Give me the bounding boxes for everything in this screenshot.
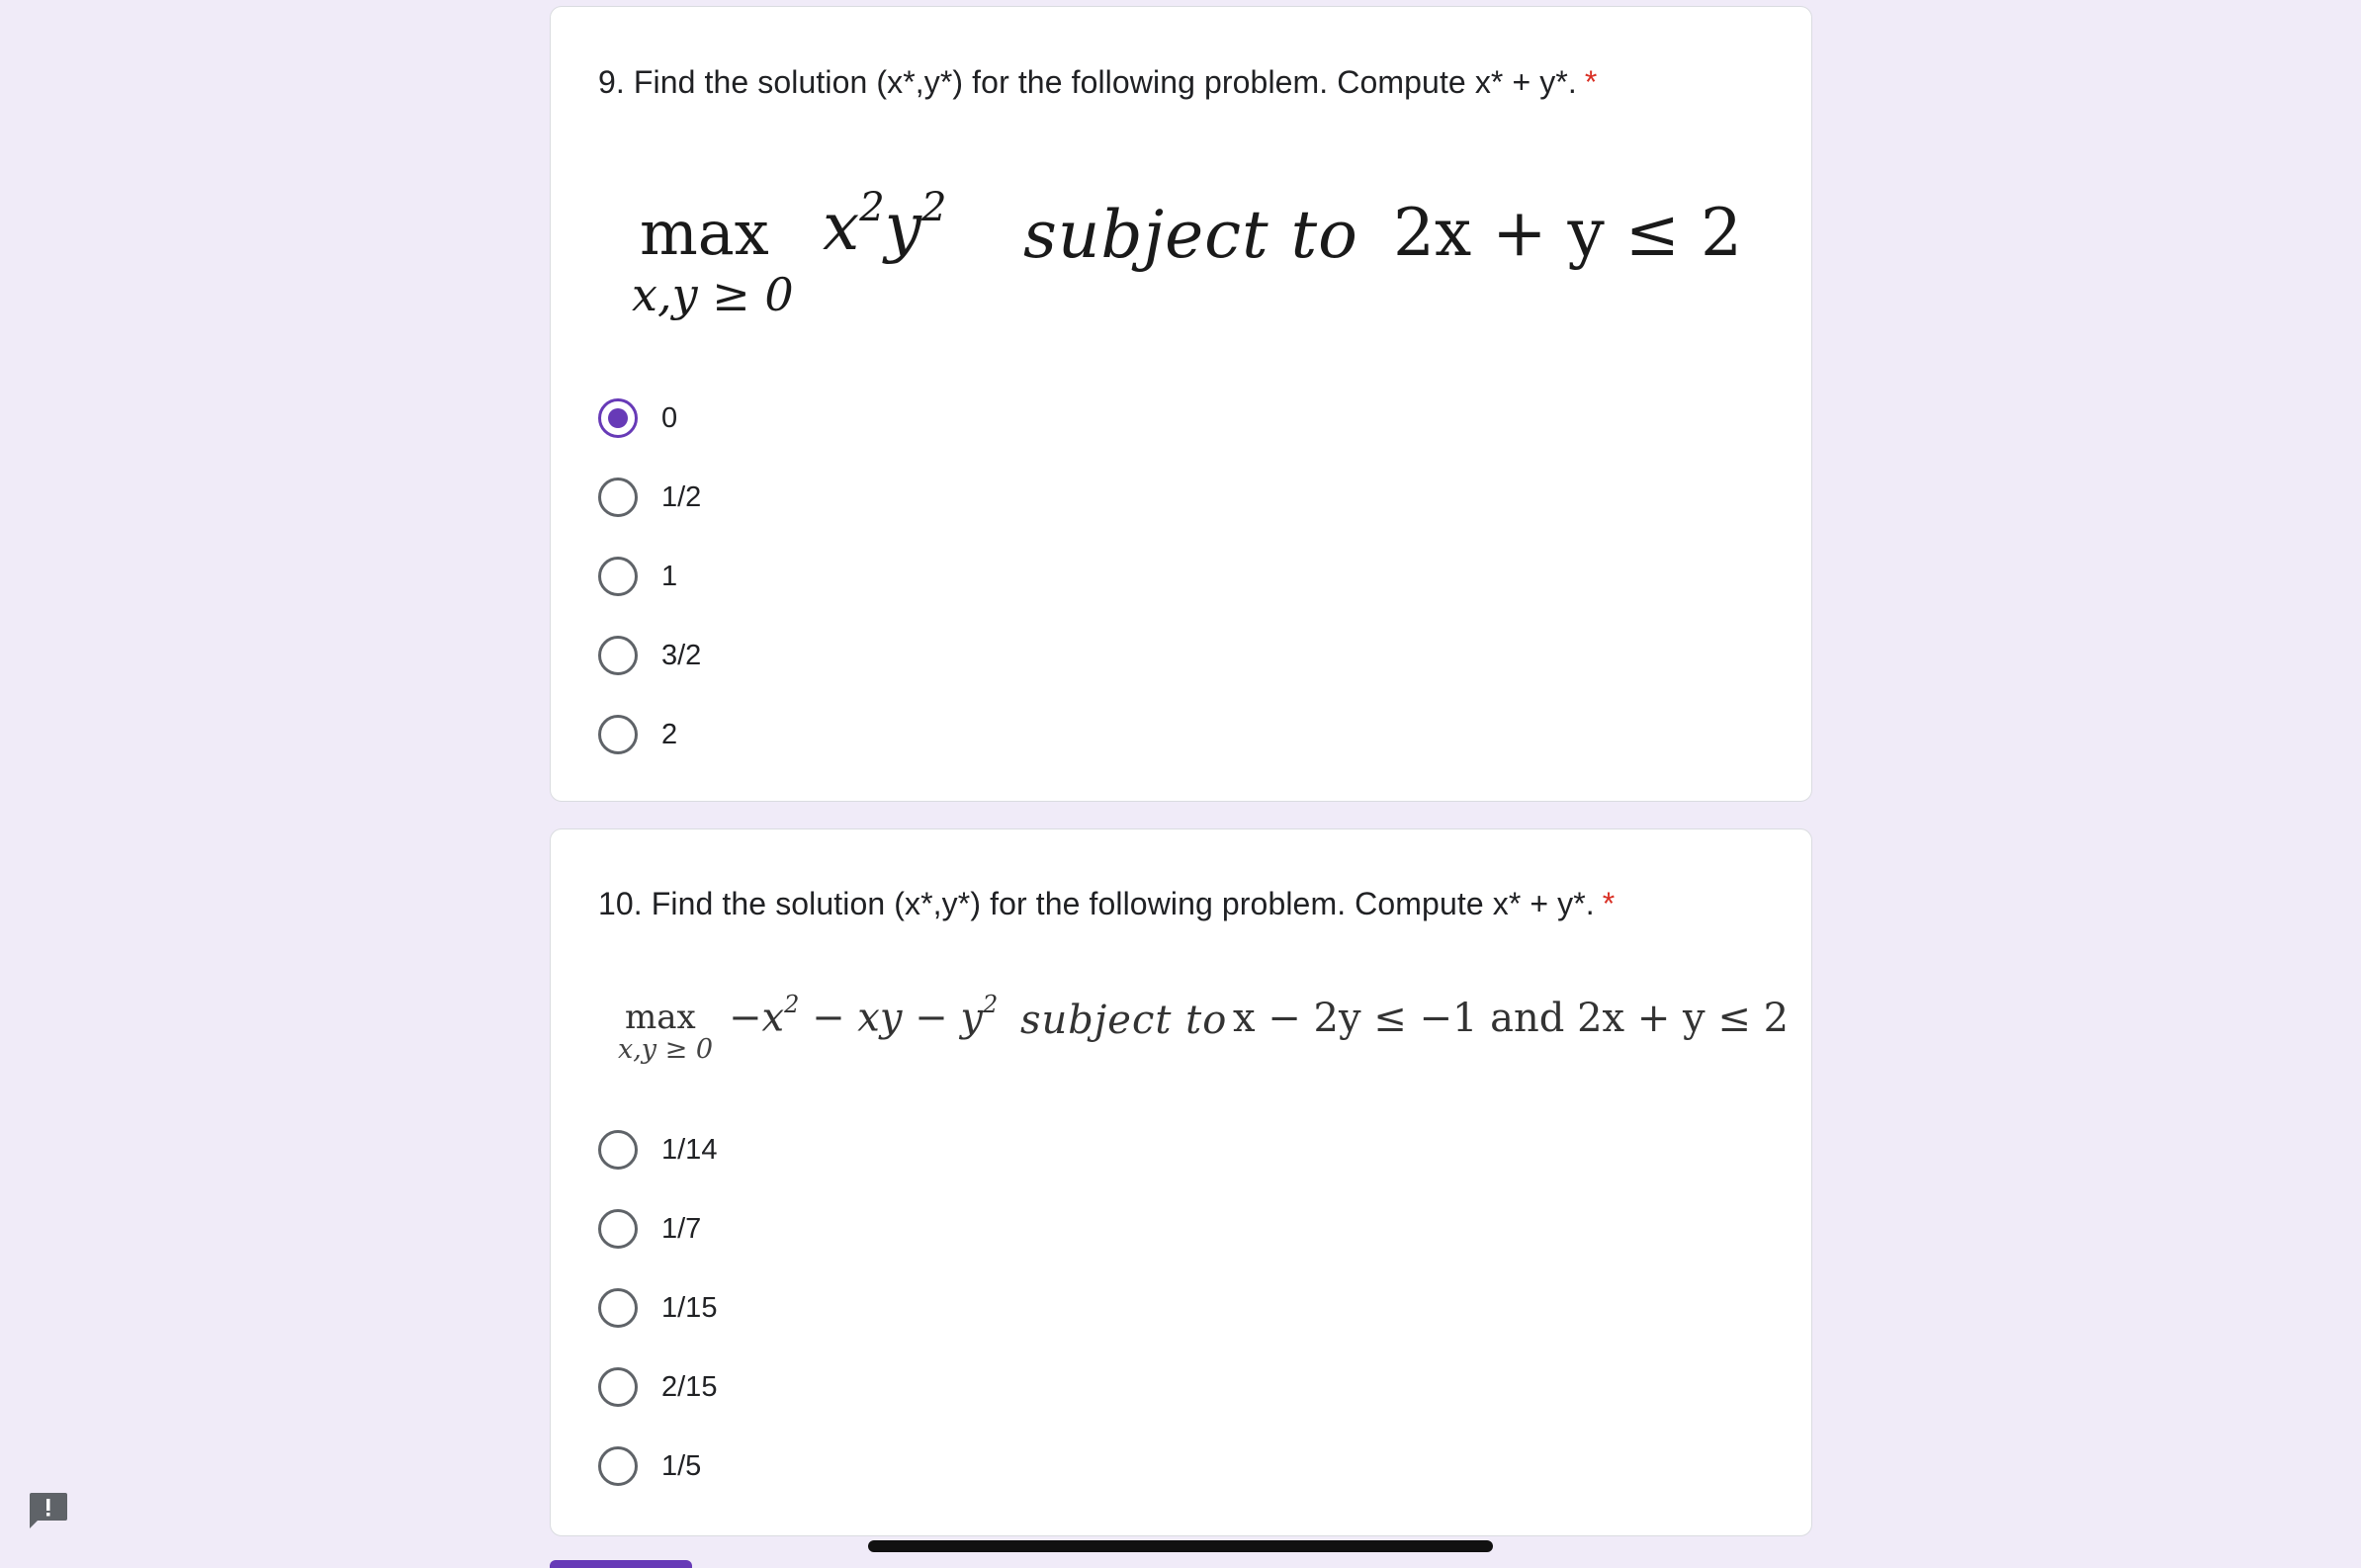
formula-objective: $x^2y^2$ bbox=[823, 185, 947, 265]
radio-option[interactable] bbox=[598, 1110, 717, 1189]
option-label: 1/14 bbox=[661, 1133, 718, 1166]
formula-operator: max bbox=[625, 998, 696, 1037]
radio-option[interactable] bbox=[598, 537, 701, 616]
required-asterisk: * bbox=[1584, 64, 1598, 100]
answer-options bbox=[598, 379, 701, 774]
radio-option[interactable] bbox=[598, 1189, 717, 1268]
radio-option[interactable] bbox=[598, 1427, 717, 1506]
radio-button[interactable] bbox=[598, 1130, 638, 1170]
question-text: 9. Find the solution (x*,y*) for the following problem. Compute x* + y*. bbox=[598, 64, 1577, 100]
formula-constraint: 2x + y ≤ 2 bbox=[1393, 195, 1743, 271]
radio-button[interactable] bbox=[598, 557, 638, 596]
radio-button[interactable] bbox=[598, 1446, 638, 1486]
radio-button[interactable] bbox=[598, 1288, 638, 1328]
option-label: 1 bbox=[661, 560, 678, 592]
question-text: 10. Find the solution (x*,y*) for the following problem. Compute x* + y*. bbox=[598, 886, 1595, 921]
option-label: 1/5 bbox=[661, 1449, 702, 1482]
home-indicator[interactable] bbox=[868, 1540, 1493, 1552]
question-card-10 bbox=[550, 828, 1812, 1536]
radio-button[interactable] bbox=[598, 1367, 638, 1407]
option-label: 0 bbox=[661, 401, 678, 434]
formula-subject-to: subject to bbox=[1020, 998, 1228, 1043]
question-card-9 bbox=[550, 6, 1812, 802]
radio-button[interactable] bbox=[598, 1209, 638, 1249]
required-asterisk: * bbox=[1602, 886, 1616, 921]
option-label: 2/15 bbox=[661, 1370, 718, 1403]
formula-objective: $-x^2$ − xy − $y^2$ bbox=[729, 991, 999, 1041]
radio-button[interactable] bbox=[598, 715, 638, 754]
answer-options bbox=[598, 1110, 717, 1506]
radio-option[interactable] bbox=[598, 458, 701, 537]
formula-subject-to: subject to bbox=[1023, 197, 1358, 273]
radio-button-selected[interactable] bbox=[598, 398, 638, 438]
formula-constraint: x − 2y ≤ −1 and 2x + y ≤ 2 bbox=[1233, 996, 1790, 1041]
question-formula-image bbox=[551, 829, 1811, 1535]
radio-option[interactable] bbox=[598, 379, 701, 458]
radio-option[interactable] bbox=[598, 616, 701, 695]
option-label: 2 bbox=[661, 718, 678, 750]
option-label: 1/7 bbox=[661, 1212, 702, 1245]
option-label: 1/15 bbox=[661, 1291, 718, 1324]
radio-option[interactable] bbox=[598, 1268, 717, 1348]
option-label: 1/2 bbox=[661, 480, 702, 513]
radio-option[interactable] bbox=[598, 695, 701, 774]
submit-button[interactable] bbox=[550, 1560, 692, 1568]
report-feedback-icon[interactable] bbox=[26, 1491, 69, 1530]
radio-option[interactable] bbox=[598, 1348, 717, 1427]
radio-button[interactable] bbox=[598, 478, 638, 517]
question-formula-image bbox=[551, 7, 1811, 801]
formula-subscript: x,y ≥ 0 bbox=[632, 268, 794, 321]
formula-operator: max bbox=[640, 197, 769, 269]
option-label: 3/2 bbox=[661, 639, 702, 671]
radio-button[interactable] bbox=[598, 636, 638, 675]
formula-subscript: x,y ≥ 0 bbox=[618, 1034, 714, 1065]
